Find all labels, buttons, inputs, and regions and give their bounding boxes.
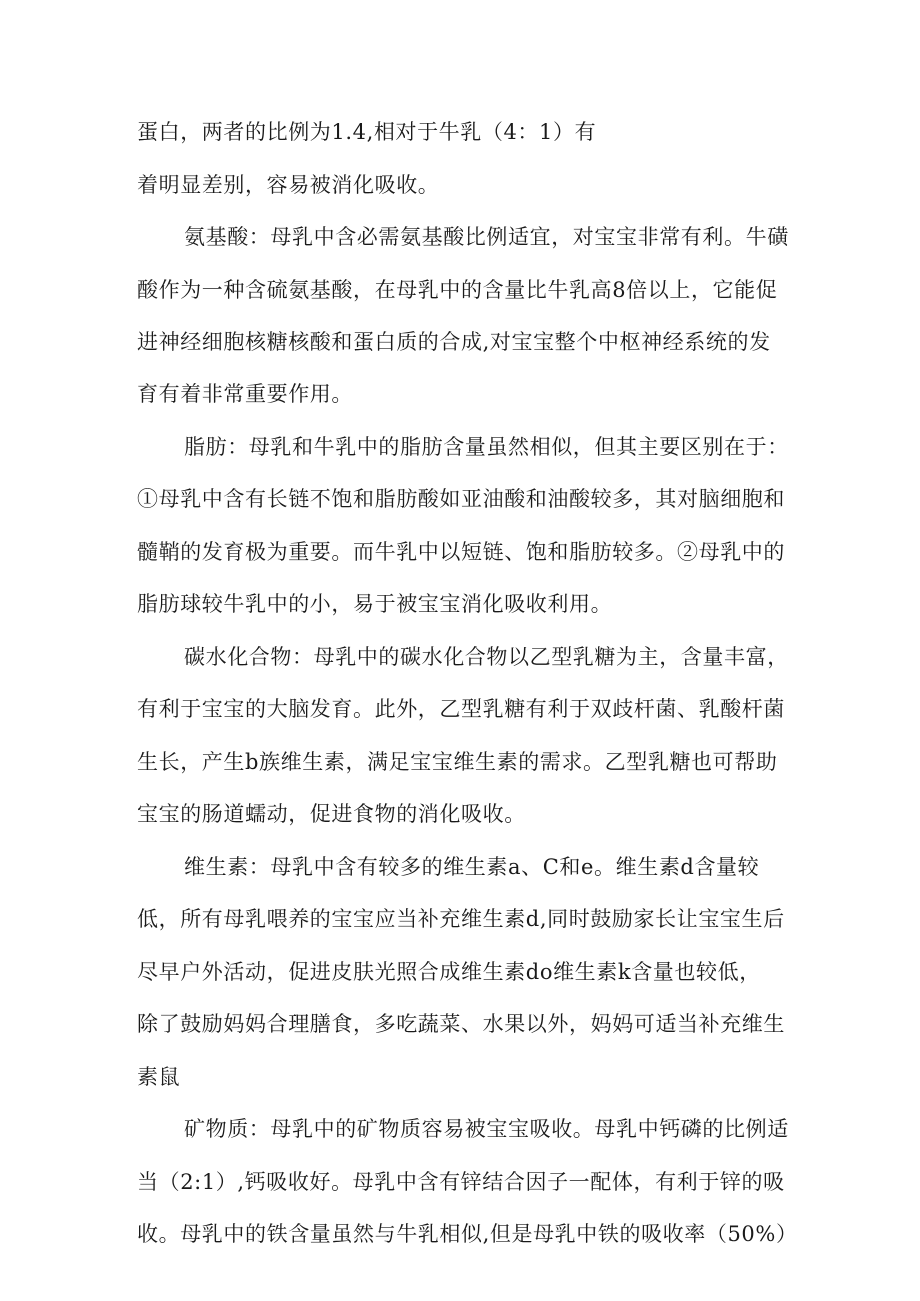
paragraph-fat-start: 脂肪：母乳和牛乳中的脂肪含量虽然相似，但其主要区别在于： <box>184 435 789 459</box>
text-line-19: 素鼠 <box>137 1065 181 1089</box>
text-line-10: 脂肪球较牛乳中的小，易于被宝宝消化吸收利用。 <box>137 592 613 616</box>
text-line-21: 当（2:1）,钙吸收好。母乳中含有锌结合因子一配体，有利于锌的吸 <box>137 1170 785 1194</box>
paragraph-mineral-start: 矿物质：母乳中的矿物质容易被宝宝吸收。母乳中钙磷的比例适 <box>184 1117 789 1141</box>
text-line-16: 低，所有母乳喂养的宝宝应当补充维生素d,同时鼓励家长让宝宝生后 <box>137 907 785 931</box>
text-line-18: 除了鼓励妈妈合理膳食，多吃蔬菜、水果以外，妈妈可适当补充维生 <box>137 1012 785 1036</box>
text-line-14: 宝宝的肠道蠕动，促进食物的消化吸收。 <box>137 802 526 826</box>
text-line-12: 有利于宝宝的大脑发育。此外，乙型乳糖有利于双歧杆菌、乳酸杆菌 <box>137 697 785 721</box>
text-line-5: 进神经细胞核糖核酸和蛋白质的合成,对宝宝整个中枢神经系统的发 <box>137 330 771 354</box>
text-line-17: 尽早户外活动，促进皮肤光照合成维生素do维生素k含量也较低， <box>137 960 761 984</box>
paragraph-vitamin-start: 维生素：母乳中含有较多的维生素a、C和e。维生素d含量较 <box>184 855 760 879</box>
text-line-6: 育有着非常重要作用。 <box>137 382 353 406</box>
paragraph-carbohydrate-start: 碳水化合物：母乳中的碳水化合物以乙型乳糖为主，含量丰富， <box>184 645 789 669</box>
text-line-8: ①母乳中含有长链不饱和脂肪酸如亚油酸和油酸较多，其对脑细胞和 <box>137 487 785 511</box>
text-line-2: 着明显差别，容易被消化吸收。 <box>137 173 440 197</box>
text-line-1: 蛋白，两者的比例为1.4,相对于牛乳（4：1）有 <box>137 120 597 144</box>
text-line-9: 髓鞘的发育极为重要。而牛乳中以短链、饱和脂肪较多。②母乳中的 <box>137 540 785 564</box>
text-line-4: 酸作为一种含硫氨基酸，在母乳中的含量比牛乳高8倍以上，它能促 <box>137 278 778 302</box>
paragraph-amino-acid-start: 氨基酸：母乳中含必需氨基酸比例适宜，对宝宝非常有利。牛磺 <box>184 225 789 249</box>
text-line-22: 收。母乳中的铁含量虽然与牛乳相似,但是母乳中铁的吸收率（50%） <box>137 1222 798 1246</box>
text-line-13: 生长，产生b族维生素，满足宝宝维生素的需求。乙型乳糖也可帮助 <box>137 750 778 774</box>
